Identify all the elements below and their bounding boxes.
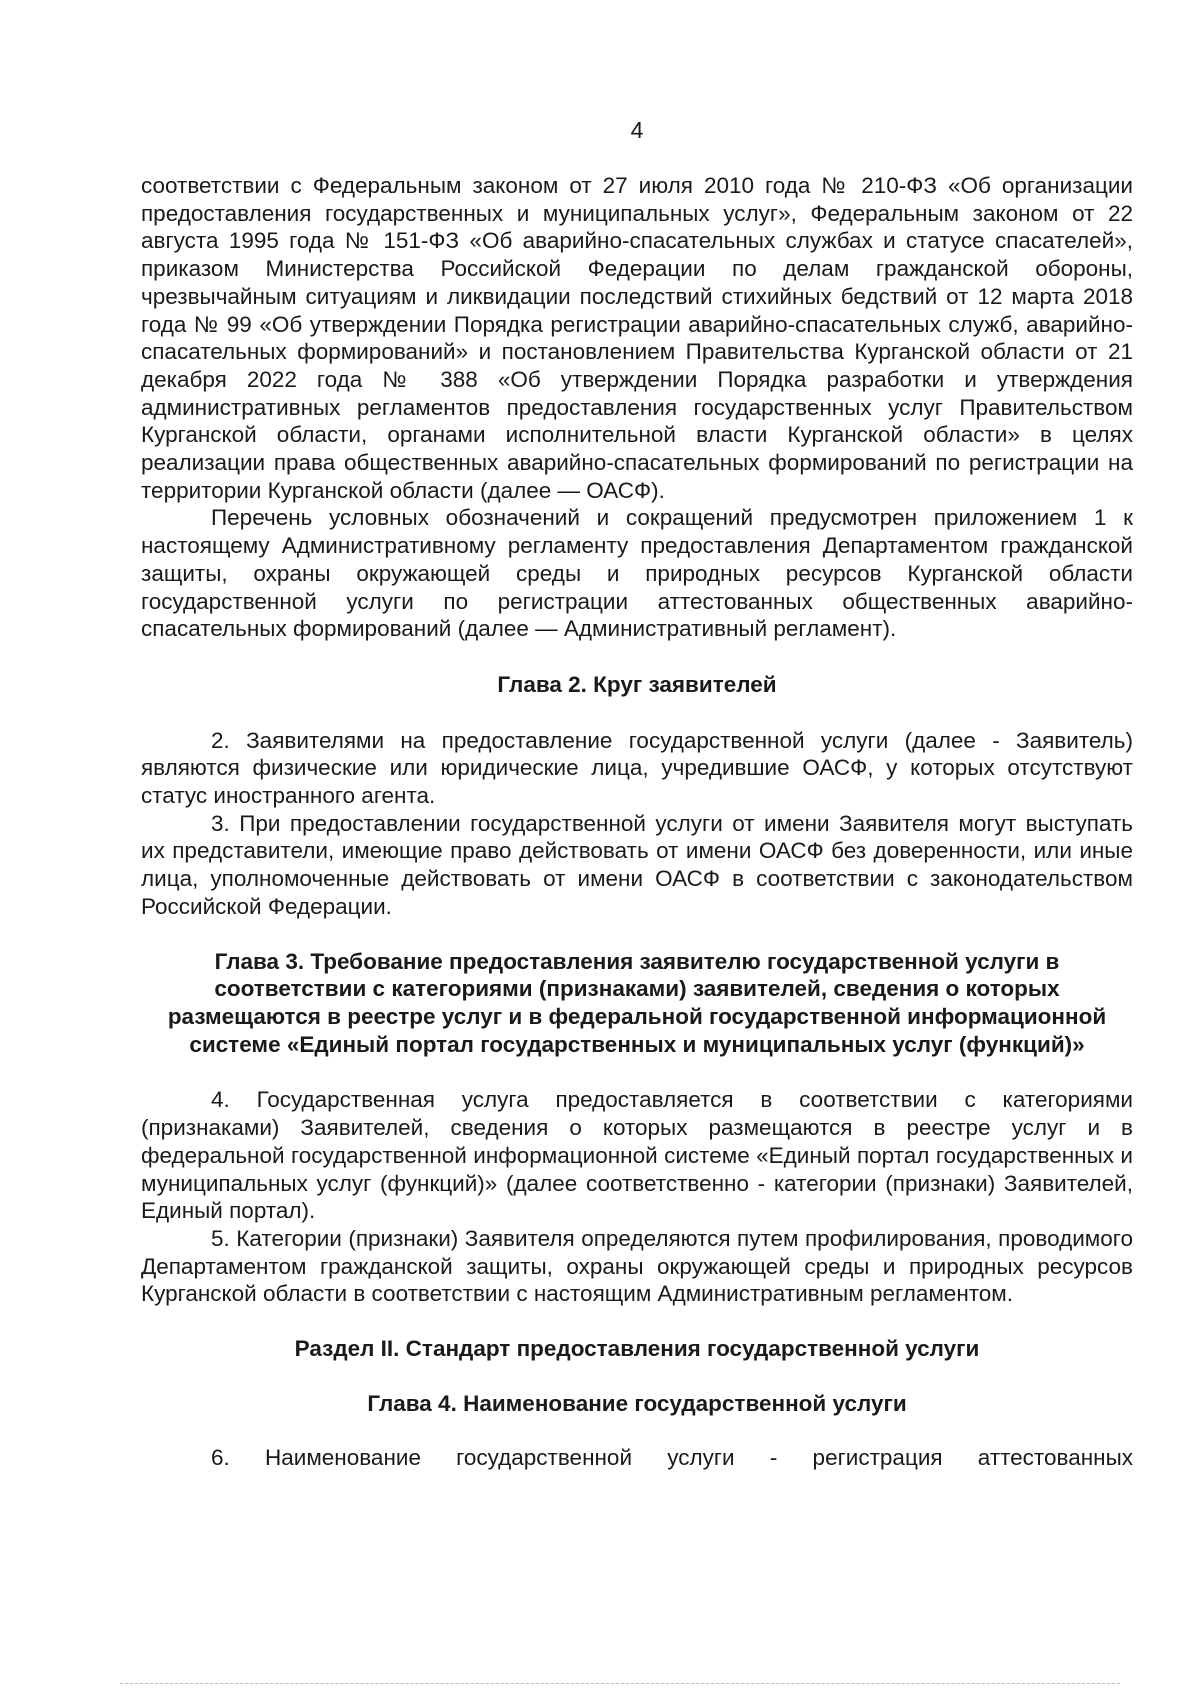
scan-artifact-line — [120, 1683, 1120, 1684]
chapter-3-paragraph-2: 5. Категории (признаки) Заявителя определяются путем профилирования, проводимого Департаментом гражданской защиты, охраны окружающей среды и природных ресурсов Курганской области в соответствии с настоящим Административным регламентом. — [141, 1225, 1133, 1307]
intro-paragraph-2: Перечень условных обозначений и сокращений предусмотрен приложением 1 к настоящему Административному регламенту предоставления Департаментом гражданской защиты, охраны окружающей среды и природных ресурсов Курганской области государственной услуги по регистрации аттестованных общественных аварийно-спасательных формирований (далее — Административный регламент). — [141, 505, 1133, 642]
chapter-3-heading: Глава 3. Требование предоставления заявителю государственной услуги в соответствии с категориями (признаками) заявителей, сведения о которых размещаются в реестре услуг и в федеральной государственной информационной системе «Единый портал государственных и муниципальных услуг (функций)» — [167, 948, 1107, 1057]
chapter-4-paragraph-1: 6. Наименование государственной услуги - регистрация аттестованных — [211, 1445, 1133, 1471]
chapter-2-paragraph-1: 2. Заявителями на предоставление государственной услуги (далее - Заявитель) являются физические или юридические лица, учредившие ОАСФ, у которых отсутствуют статус иностранного агента. — [141, 727, 1133, 809]
section-2-heading: Раздел II. Стандарт предоставления государственной услуги — [294, 1336, 980, 1362]
chapter-4-heading: Глава 4. Наименование государственной услуги — [367, 1390, 907, 1416]
document-body — [141, 172, 1133, 1472]
chapter-3-paragraph-1: 4. Государственная услуга предоставляется в соответствии с категориями (признаками) Заявителей, сведения о которых размещаются в реестре услуг и в федеральной государственной информационной системе «Единый портал государственных и муниципальных услуг (функций)» (далее соответственно - категории (признаки) Заявителей, Единый портал). — [141, 1087, 1133, 1224]
chapter-2-heading: Глава 2. Круг заявителей — [497, 671, 777, 697]
chapter-2-paragraph-2: 3. При предоставлении государственной услуги от имени Заявителя могут выступать их представители, имеющие право действовать от имени ОАСФ без доверенности, или иные лица, уполномоченные действовать от имени ОАСФ в соответствии с законодательством Российской Федерации. — [141, 810, 1133, 919]
page-number: 4 — [630, 117, 644, 143]
intro-paragraph-1: соответствии с Федеральным законом от 27 июля 2010 года № 210-ФЗ «Об организации предоставления государственных и муниципальных услуг», Федеральным законом от 22 августа 1995 года № 151-ФЗ «Об аварийно-спасательных службах и статусе спасателей», приказом Министерства Российской Федерации по делам гражданской обороны, чрезвычайным ситуациям и ликвидации последствий стихийных бедствий от 12 марта 2018 года № 99 «Об утверждении Порядка регистрации аварийно-спасательных служб, аварийно-спасательных формирований» и постановлением Правительства Курганской области от 21 декабря 2022 года № 388 «Об утверждении Порядка разработки и утверждения административных регламентов предоставления государственных услуг Правительством Курганской области, органами исполнительной власти Курганской области» в целях реализации права общественных аварийно-спасательных формирований по регистрации на территории Курганской области (далее — ОАСФ). — [141, 173, 1133, 503]
